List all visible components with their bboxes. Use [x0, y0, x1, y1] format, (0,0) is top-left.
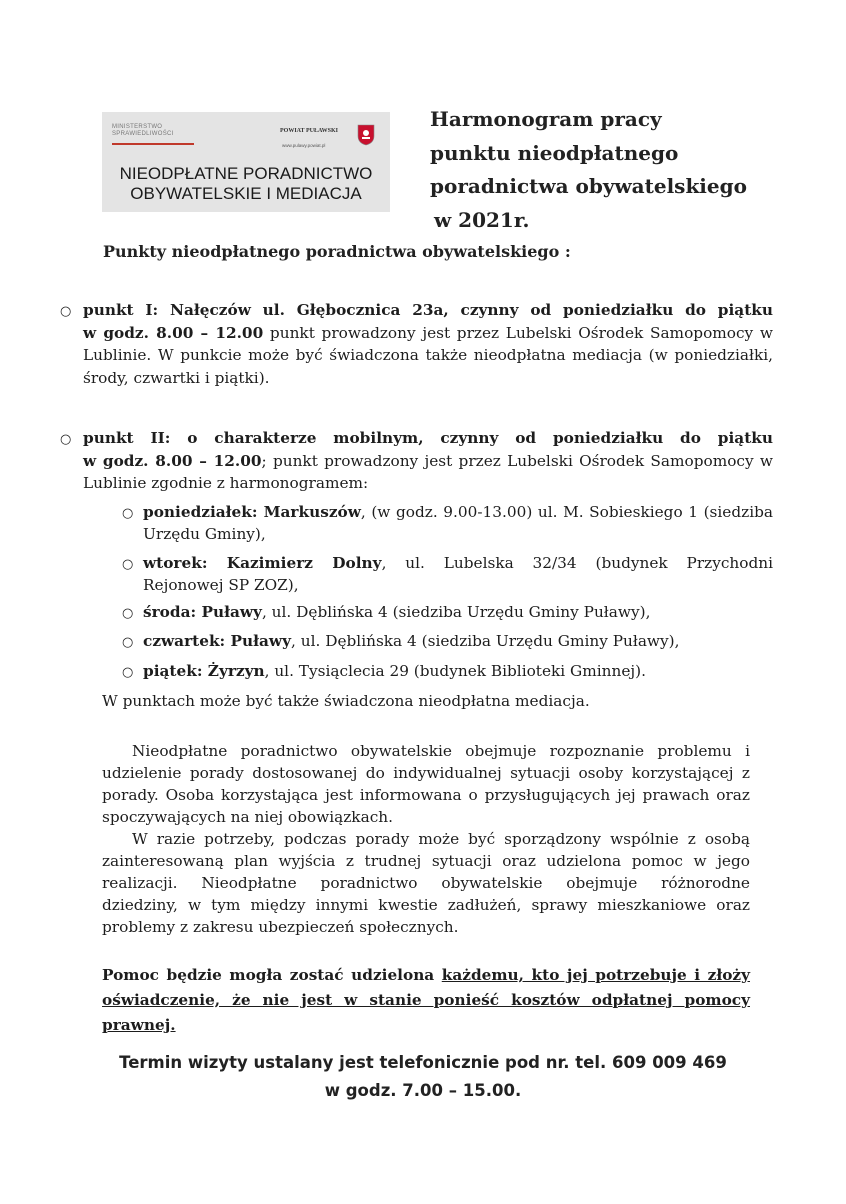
powiat-url: www.pulawy.powiat.pl — [282, 143, 326, 148]
bullet-icon: ○ — [122, 635, 134, 650]
bullet-icon: ○ — [122, 665, 134, 680]
logo-caption — [102, 164, 390, 204]
subheading: Punkty nieodpłatnego poradnictwa obywatelskiego : — [103, 242, 571, 261]
point-1-hours: w godz. 8.00 – 12.00 — [83, 323, 264, 342]
eligibility-underlined: prawnej. — [102, 1016, 176, 1034]
contact-phone: Termin wizyty ustalany jest telefonicznie pod nr. tel. 609 009 469 — [119, 1053, 727, 1072]
schedule-item — [143, 630, 773, 652]
schedule-item — [143, 601, 773, 623]
paragraph-1 — [102, 740, 750, 828]
bullet-icon: ○ — [60, 432, 72, 447]
schedule-day: czwartek: Puławy — [143, 632, 291, 650]
schedule-detail: , (w godz. 9.00-13.00) ul. M. Sobieskiego 1 (siedziba — [360, 503, 773, 521]
crest-icon — [357, 124, 375, 146]
title-line1: Harmonogram pracy — [430, 107, 662, 131]
point-2-heading: punkt II: o charakterze mobilnym, czynny od poniedziałku do piątku — [83, 429, 773, 447]
schedule-detail: , ul. Tysiąclecia 29 (budynek Biblioteki Gminnej). — [264, 662, 646, 680]
point-2 — [83, 427, 773, 495]
point-2-schedule-intro: Lublinie zgodnie z harmonogramem: — [83, 474, 369, 492]
logo-caption-line2: OBYWATELSKIE I MEDIACJA — [130, 184, 362, 203]
point-2-operator: ; punkt prowadzony jest przez Lubelski Ośrodek Samopomocy w — [261, 451, 773, 470]
schedule-detail: , ul. Dęblińska 4 (siedziba Urzędu Gminy Puławy), — [291, 632, 680, 650]
schedule-detail: , ul. Dęblińska 4 (siedziba Urzędu Gminy Puławy), — [261, 603, 651, 621]
powiat-name: POWIAT PUŁAWSKI — [280, 128, 338, 134]
bullet-icon: ○ — [60, 304, 72, 319]
paragraph-line: realizacji. Nieodpłatne poradnictwo obywatelskie obejmuje różnorodne — [102, 874, 750, 892]
paragraph-line: zainteresowaną plan wyjścia z trudnej sytuacji oraz udzielona pomoc w jego — [102, 852, 750, 870]
paragraph-2 — [102, 828, 750, 938]
logo-caption-line1: NIEODPŁATNE PORADNICTWO — [119, 164, 373, 183]
bullet-icon: ○ — [122, 557, 134, 572]
paragraph-line: porady. Osoba korzystająca jest informowana o przysługujących jej prawach oraz — [102, 786, 750, 804]
title-line2: punktu nieodpłatnego — [430, 140, 679, 165]
paragraph-line: problemy z zakresu ubezpieczeń społecznych. — [102, 918, 459, 936]
paragraph-line: Nieodpłatne poradnictwo obywatelskie obejmuje rozpoznanie problemu i — [132, 742, 750, 760]
paragraph-line: spoczywających na niej obowiązkach. — [102, 808, 393, 826]
document-title — [430, 103, 810, 237]
ministry-red-line — [112, 143, 194, 145]
program-logo — [102, 112, 390, 212]
schedule-detail: Rejonowej SP ZOZ), — [143, 576, 299, 594]
eligibility-underlined: każdemu, kto jej potrzebuje i złoży — [441, 966, 750, 984]
bullet-icon: ○ — [122, 506, 134, 521]
eligibility-statement — [102, 963, 750, 1038]
title-line3: poradnictwa obywatelskiego — [430, 174, 747, 198]
ministry-logo-text: MINISTERSTWO SPRAWIEDLIWOŚCI — [112, 124, 174, 137]
point-2-hours: w godz. 8.00 – 12.00 — [83, 451, 262, 470]
paragraph-line: dziedziny, w tym między innymi kwestie zadłużeń, sprawy mieszkaniowe oraz — [102, 896, 750, 914]
point-1-operator: punkt prowadzony jest przez Lubelski Ośrodek Samopomocy w — [263, 323, 773, 342]
paragraph-line: W razie potrzeby, podczas porady może być sporządzony wspólnie z osobą — [132, 830, 750, 848]
schedule-item — [143, 552, 773, 596]
schedule-day: wtorek: Kazimierz Dolny — [143, 554, 382, 572]
schedule-detail: , ul. Lubelska 32/34 (budynek Przychodni — [381, 554, 774, 572]
point-1-heading: punkt I: Nałęczów ul. Głębocznica 23a, czynny od poniedziałku do piątku — [83, 301, 773, 319]
schedule-detail: Urzędu Gminy), — [143, 525, 266, 543]
eligibility-underlined: oświadczenie, że nie jest w stanie ponieść kosztów odpłatnej pomocy — [102, 991, 750, 1009]
eligibility-text: Pomoc będzie mogła zostać udzielona — [102, 966, 442, 984]
mediation-note: W punktach może być także świadczona nieodpłatna mediacja. — [102, 692, 590, 710]
contact-hours: w godz. 7.00 – 15.00. — [324, 1081, 522, 1100]
bullet-icon: ○ — [122, 606, 134, 621]
schedule-item — [143, 501, 773, 545]
schedule-day: poniedziałek: Markuszów — [143, 503, 361, 521]
schedule-day: środa: Puławy — [143, 603, 262, 621]
point-1-mediation: Lublinie. W punkcie może być świadczona także nieodpłatna mediacja (w poniedziałki, — [83, 346, 773, 364]
paragraph-line: udzielenie porady dostosowanej do indywidualnej sytuacji osoby korzystającej z — [102, 764, 750, 782]
point-1 — [83, 299, 773, 389]
point-1-days: środy, czwartki i piątki). — [83, 368, 270, 387]
schedule-day: piątek: Żyrzyn — [143, 662, 265, 680]
title-line4: w 2021r. — [434, 207, 530, 232]
schedule-item — [143, 660, 773, 682]
